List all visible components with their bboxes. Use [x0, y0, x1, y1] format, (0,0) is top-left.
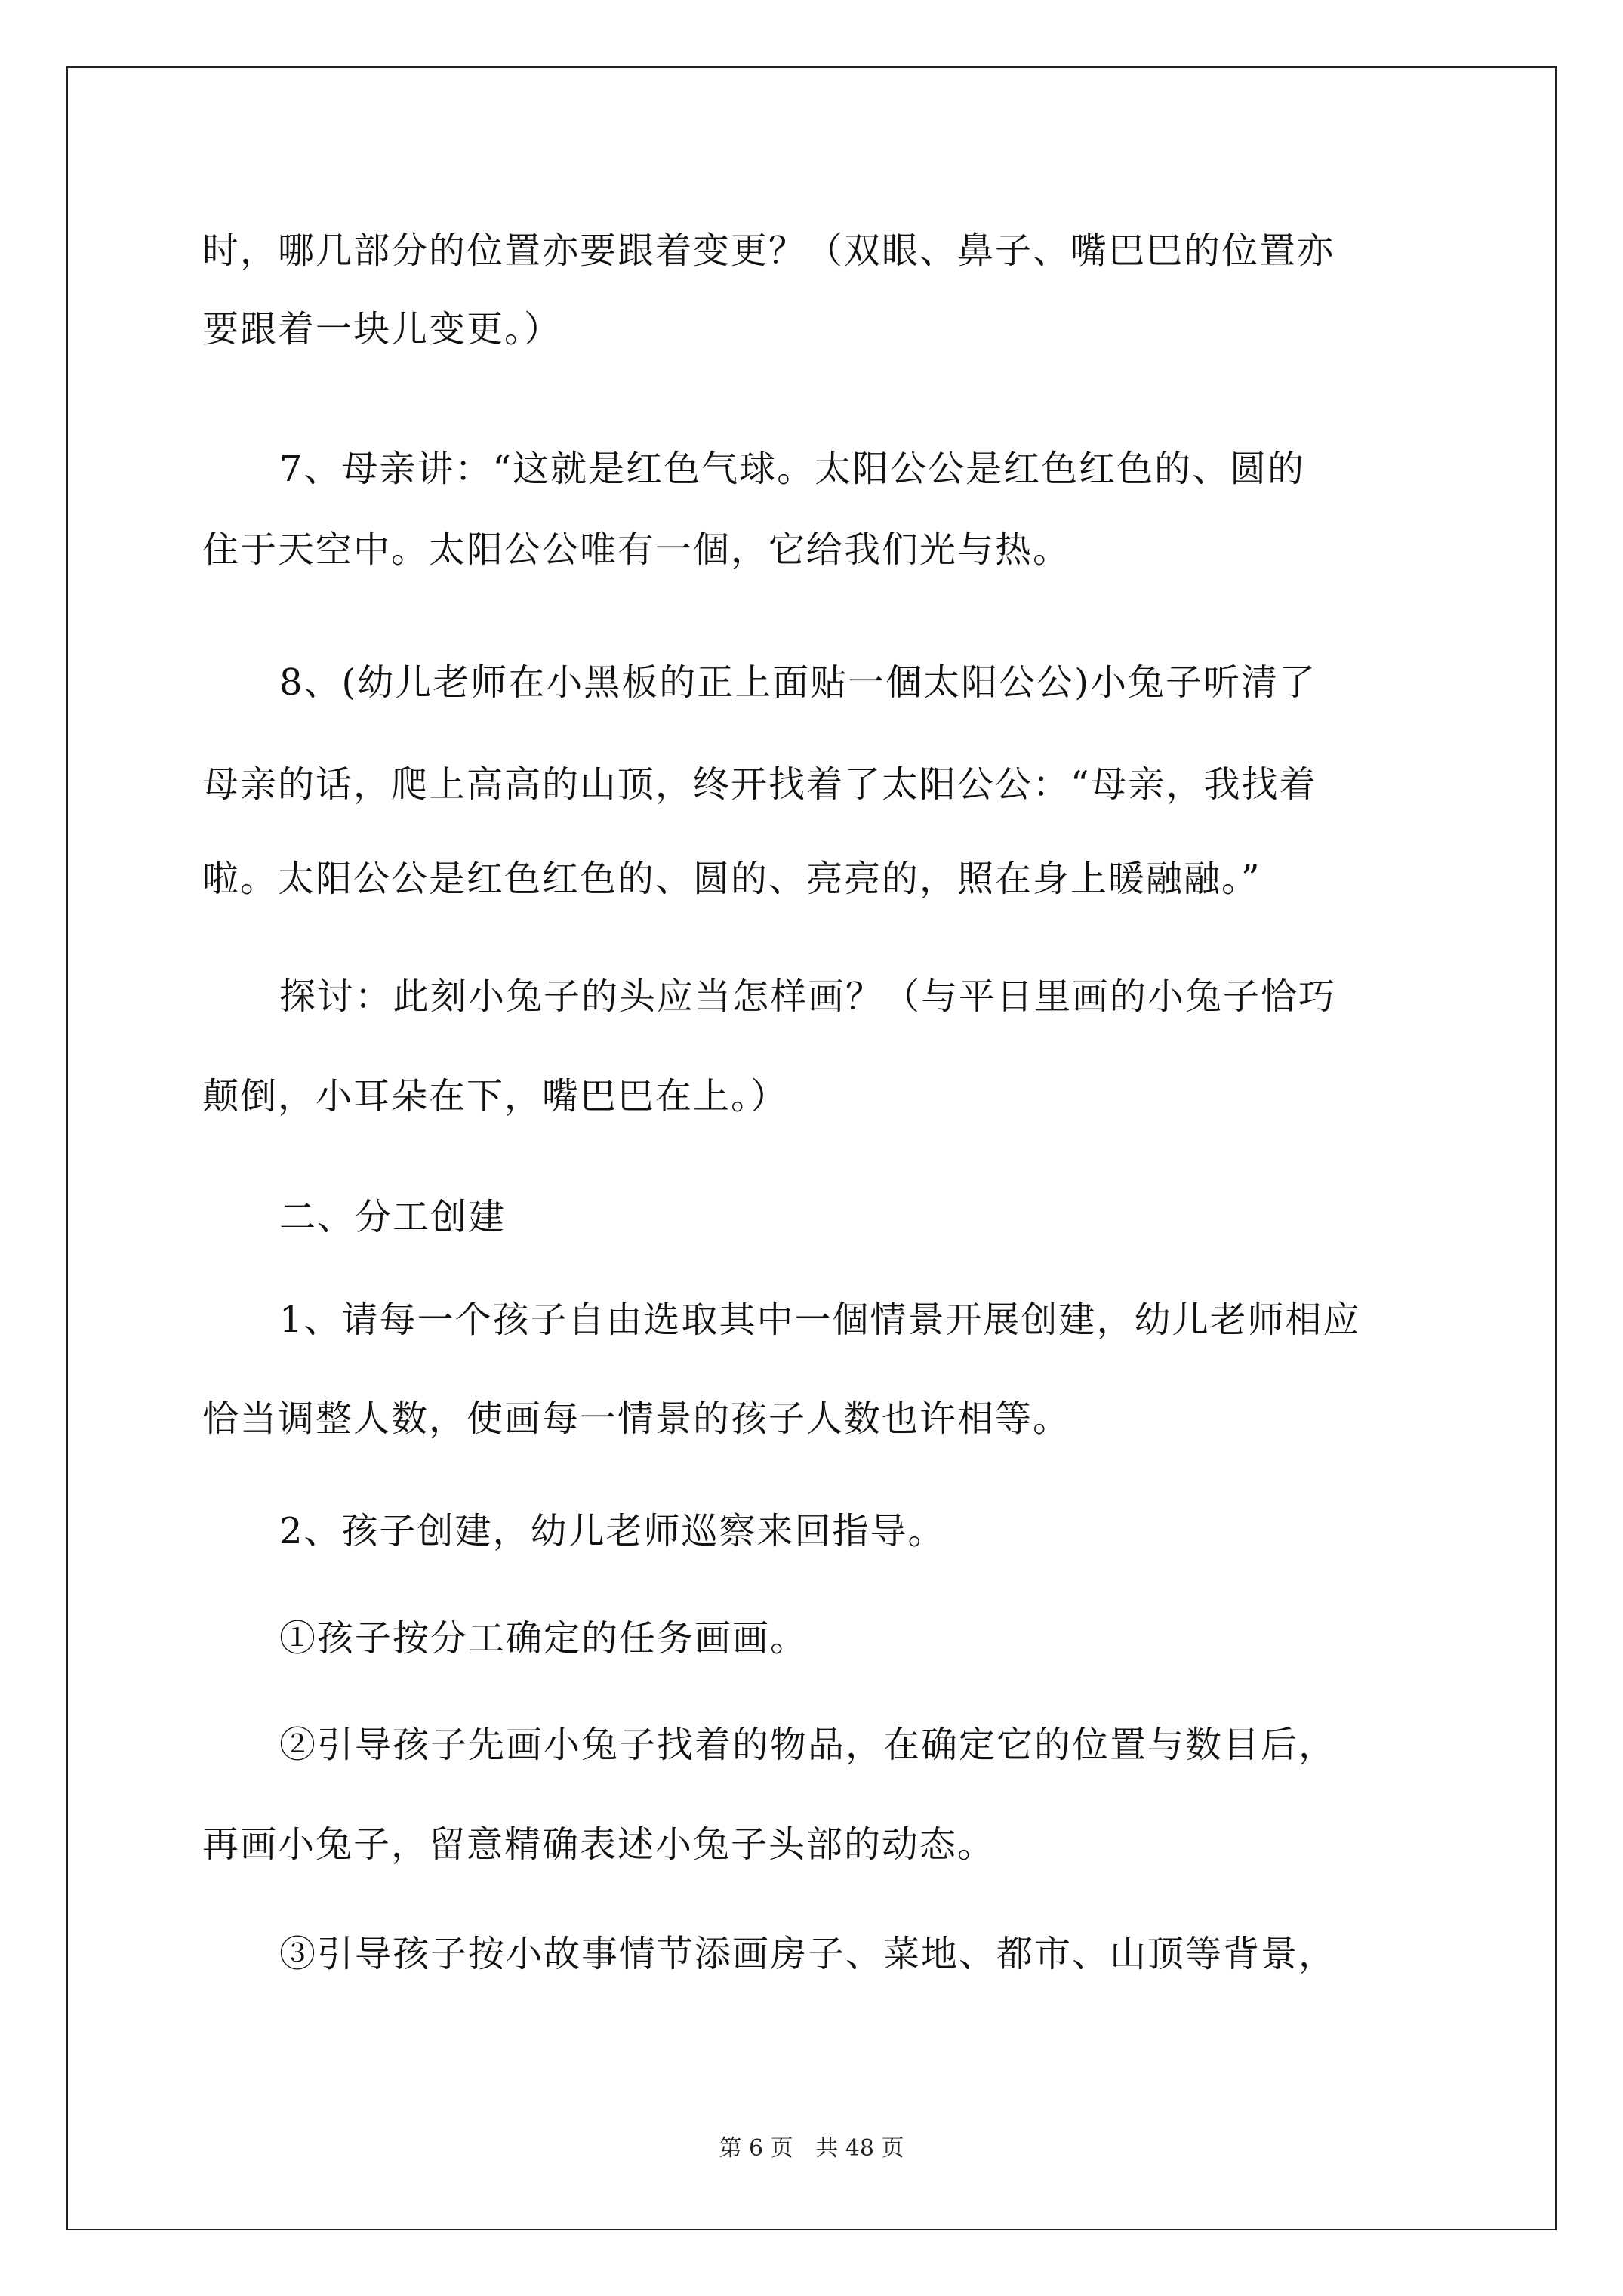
page-border	[66, 66, 1557, 2230]
text-line-8: 探讨：此刻小兔子的头应当怎样画？（与平日里画的小兔子恰巧	[279, 975, 1337, 1018]
text-line-12: 恰当调整人数，使画每一情景的孩子人数也许相等。	[202, 1398, 1071, 1440]
text-line-4: 住于天空中。太阳公公唯有一個，它给我们光与热。	[202, 529, 1071, 571]
text-line-11: 1、请每一个孩子自由选取其中一個情景开展创建，幼儿老师相应	[279, 1299, 1361, 1341]
text-line-17: ③引导孩子按小故事情节添画房子、菜地、都市、山顶等背景，	[279, 1933, 1337, 1975]
text-line-14: ①孩子按分工确定的任务画画。	[279, 1617, 808, 1660]
text-line-6: 母亲的话，爬上高高的山顶，终开找着了太阳公公：“母亲，我找着	[202, 763, 1317, 806]
text-line-3: 7、母亲讲：“这就是红色气球。太阳公公是红色红色的、圆的	[279, 448, 1306, 490]
page-number: 第 6 页	[719, 2135, 793, 2162]
text-line-1: 时，哪几部分的位置亦要跟着变更？（双眼、鼻子、嘴巴巴的位置亦	[202, 230, 1335, 272]
text-line-9: 颠倒，小耳朵在下，嘴巴巴在上。）	[202, 1075, 789, 1117]
page-total: 共 48 页	[815, 2135, 904, 2162]
section-heading: 二、分工创建	[279, 1196, 507, 1238]
page-footer	[0, 2135, 1623, 2162]
text-line-15: ②引导孩子先画小兔子找着的物品，在确定它的位置与数目后，	[279, 1724, 1337, 1766]
text-line-13: 2、孩子创建，幼儿老师巡察来回指导。	[279, 1510, 946, 1552]
text-line-16: 再画小兔子，留意精确表述小兔子头部的动态。	[202, 1823, 996, 1866]
text-line-5: 8、(幼儿老师在小黑板的正上面贴一個太阳公公)小兔子听清了	[279, 661, 1317, 704]
text-line-2: 要跟着一块儿变更。）	[202, 308, 562, 350]
text-line-7: 啦。太阳公公是红色红色的、圆的、亮亮的，照在身上暖融融。”	[202, 858, 1261, 900]
